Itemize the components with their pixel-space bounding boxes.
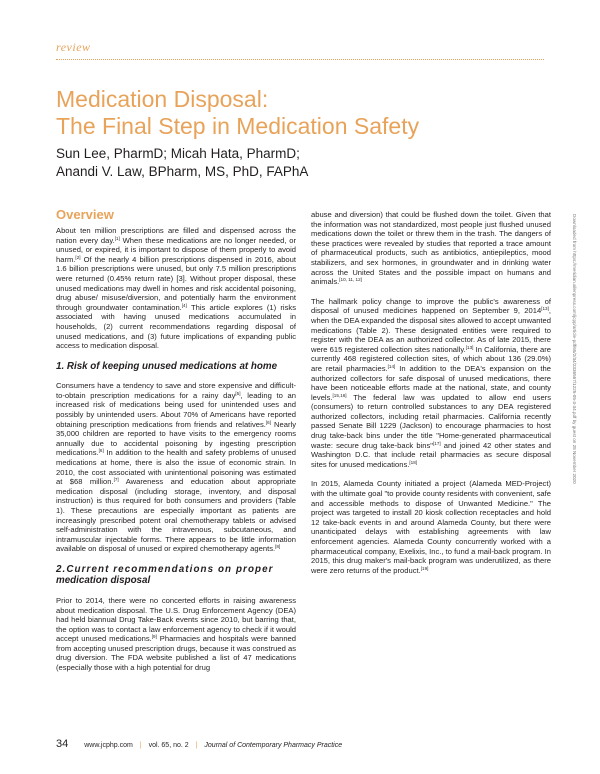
authors-line-2: Anandi V. Law, BPharm, MS, PhD, FAPhA: [56, 164, 309, 179]
citation: [1]: [114, 235, 120, 241]
continuation-paragraph: [311, 210, 551, 287]
citation: [6]: [98, 448, 104, 454]
article-title: [56, 86, 476, 140]
heading-part: 2.Current recommendations on proper: [56, 563, 274, 575]
header-divider: [56, 59, 544, 60]
article-authors: [56, 145, 476, 181]
citation: [2]: [75, 254, 81, 260]
text-run: When these medications are no longer needed, or unused, or expired, it is important to dispose of them properly to avoid harm.: [56, 235, 296, 264]
text-run: The hallmark policy change to improve the public's awareness of disposal of unused medicines happened on September 9, 2014: [311, 296, 551, 316]
text-run: and joined 42 other states and Washington D.C. that include retail pharmacies as secure disposal sites for unused medications.: [311, 440, 552, 469]
footer-journal: Journal of Contemporary Pharmacy Practice: [204, 742, 343, 749]
right-column: [311, 210, 551, 585]
citation: [8]: [275, 544, 281, 550]
text-run: Consumers have a tendency to save and store expensive and difficult-to-obtain prescription medications for a rainy day: [56, 381, 296, 400]
citation: [6]: [265, 419, 271, 425]
title-line-1: Medication Disposal:: [56, 86, 269, 112]
section-1-heading: 1. Risk of keeping unused medications at home: [56, 360, 278, 372]
citation: [5]: [235, 390, 241, 396]
overview-paragraph: [56, 226, 296, 351]
citation: [19]: [420, 565, 429, 571]
section-2-heading: [56, 564, 296, 587]
section-tag: review: [56, 40, 91, 54]
text-run: In addition to the health and safety problems of unused medications at home, there is also the issue of economic strain. In 2010, the cost associated with unintentional poisoning was estimated at $68 million.: [56, 448, 296, 487]
text-run: Of the nearly 4 billion prescriptions dispensed in 2016, about 1.6 billion prescriptions were unused, but only 7.5 million prescriptions were returned (0.45% return rate) [3]. Without proper disposal, these unused medications may dwell in homes and risk accidental poisoning, drug abuse/ misuse/diversion, and potentially harm the environment through groundwater contamination.: [56, 254, 296, 312]
section-2-paragraph: [56, 596, 296, 673]
title-line-2: The Final Step in Medication Safety: [56, 113, 420, 139]
citation: [13]: [541, 306, 549, 312]
left-column: [56, 207, 296, 683]
alameda-paragraph: [311, 479, 551, 575]
download-watermark: Downloaded from https://meridian.allenpress.com/jcpp/article-pdf/65/2/34/2336567/1225-05-3-34.pdf by guest on 28 November 2020: [572, 214, 577, 484]
text-run: , leading to an increased risk of medications being used for unintended uses and possibly by unintended users. About 70% of Americans have reported obtaining prescription medications from friends and relatives.: [56, 390, 296, 429]
policy-paragraph: [311, 297, 551, 470]
footer-separator: |: [139, 742, 142, 749]
footer-website[interactable]: www.jcphp.com: [84, 742, 133, 749]
text-run: , when the DEA expanded the disposal sites allowed to accept unwanted medications (Table 2). These designated entities were required to register with the DEA as an authorized collector. As of late 2015, there were 615 registered collection sites nationally.: [311, 306, 551, 354]
citation: [10, 11, 12]: [339, 277, 362, 283]
overview-heading: Overview: [56, 207, 114, 222]
section-1-paragraph: [56, 381, 296, 554]
text-run: Awareness and education about appropriate medication disposal (including storage, inventory, and disposal instruction) is thus required for both consumers and providers (Table 1). These precautions are especially important as patients are increasingly prescribed potent oral chemotherapy tablets or advised self-administration with the intravenous, subcutaneous, and intramuscular injectable forms. There appears to be little information available on disposal of unused or expired chemotherapy agents.: [56, 477, 296, 554]
text-run: In California, there are currently 468 registered collection sites, of which about 136 (29.0%) are retail pharmacies.: [311, 344, 551, 373]
page-footer: [56, 738, 544, 752]
text-run: abuse and diversion) that could be flushed down the toilet. Given that the information was not standardized, most people just flushed unused medications down the toilet or threw them in the trash. The dangers of these practices were revealed by studies that reported a trace amount of pharmaceutical products, such as antibiotics, antiepileptics, mood stabilizers, and sex hormones, in groundwater and in drinking water across the United States and the possible impact on humans and animals.: [311, 210, 551, 287]
citation: [13]: [465, 344, 474, 350]
citation: [14]: [387, 363, 396, 369]
text-run: The federal law was updated to allow end users (consumers) to return controlled substances to any DEA registered authorized collectors, including retail pharmacies. California recently passed Senate Bill 1229 (Jackson) to encourage pharmacies to host drug take-back bins under the title "Home-generated pharmaceutical waste: secure drug take-back bins": [311, 392, 551, 450]
authors-line-1: Sun Lee, PharmD; Micah Hata, PharmD;: [56, 146, 300, 161]
citation: [7]: [113, 477, 119, 483]
text-run: This article explores (1) risks associated with having unused medications accumulated in households, (2) current recommendations regarding disposal of unused medications, and (3) future implications of expanding public access to medication disposal.: [56, 302, 296, 351]
heading-part: medication disposal: [56, 575, 151, 587]
footer-separator: |: [195, 742, 198, 749]
text-run: In addition to the DEA's expansion on the authorized collectors for safe disposal of unused medications, there have been noticeable efforts made at the national, state, and county levels.: [311, 363, 551, 402]
citation: [18]: [409, 459, 418, 465]
text-run: About ten million prescriptions are filled and dispensed across the nation every day.: [56, 226, 296, 245]
page-number: 34: [56, 738, 69, 750]
citation: [9]: [151, 634, 157, 640]
text-run: In 2015, Alameda County initiated a project (Alameda MED-Project) with the ultimate goal "to provide county residents with convenient, safe and accessible methods to dispose of Unwanted Medicine." The project was targeted to install 20 kiosk collection receptacles and hold 12 take-back events in and around Alameda County, but there were unanticipated delays with establishing agreements with law enforcement agencies. Alameda County concurrently worked with a pharmaceutical company, Exelixis, Inc., to fund a mail-back program. In 2015, this drug maker's mail-back program was underutilized, as there were zero returns of the product.: [311, 479, 551, 575]
text-run: Nearly 35,000 children are reported to have visits to the emergency rooms annually due to accidental poisoning by ingesting prescription medications.: [56, 419, 296, 458]
citation: [17]: [432, 440, 441, 446]
text-run: Prior to 2014, there were no concerted efforts in raising awareness about medication disposal. The U.S. Drug Enforcement Agency (DEA) had held biannual Drug Take-Back events since 2010, but barring that, the option was to contact a law enforcement agency to check if it would accept unused medications.: [56, 595, 296, 644]
text-run: Pharmacies and hospitals were banned from accepting unused prescription drugs, because it was construed as drug diversion. The FDA website published a list of 47 medications (especially those with a high potential for drug: [56, 634, 296, 673]
citation: [4]: [181, 302, 187, 308]
citation: [15,16]: [332, 392, 347, 398]
footer-volume: vol. 65, no. 2: [148, 742, 189, 749]
